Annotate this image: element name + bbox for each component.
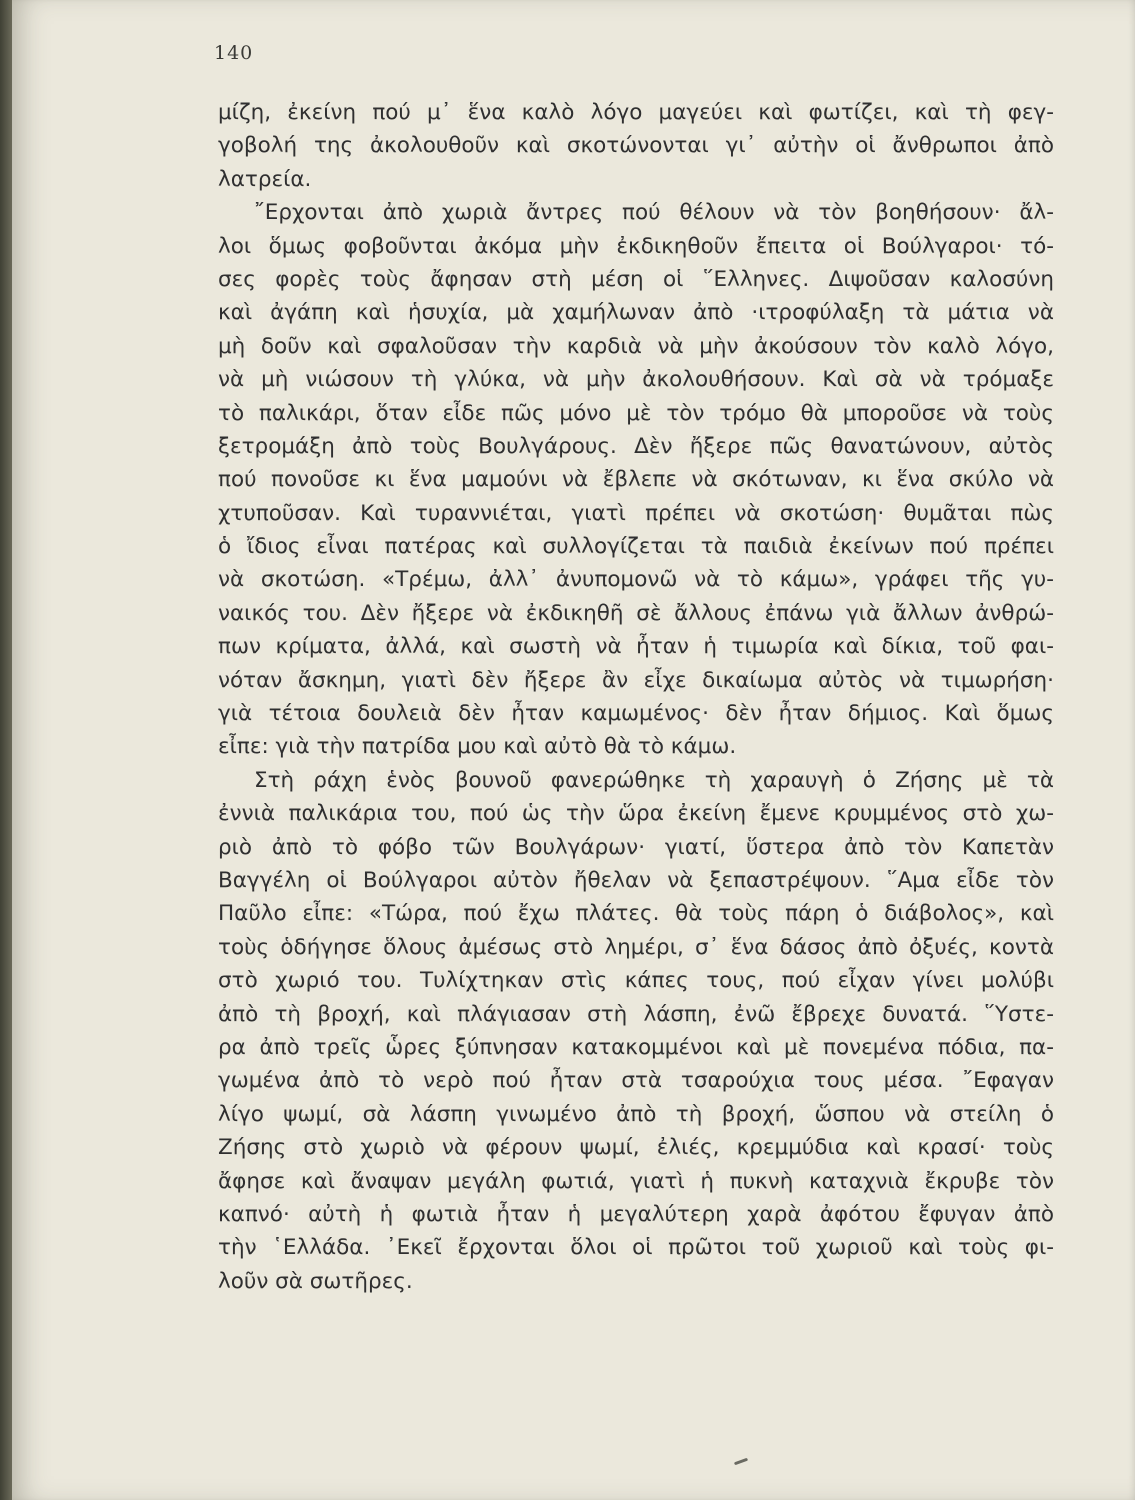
text-line: Βαγγέλη οἱ Βούλγαροι αὐτὸν ἤθελαν νὰ ξεπαστρέψουν. ῞Αμα εἶδε τὸν <box>218 867 1054 893</box>
text-line: ἄφησε καὶ ἄναψαν μεγάλη φωτιά, γιατὶ ἡ πυκνὴ καταχνιὰ ἔκρυβε τὸν <box>218 1168 1054 1194</box>
text-line: πού πονοῦσε κι ἕνα μαμούνι νὰ ἔβλεπε νὰ σκότωναν, κι ἕνα σκύλο νὰ <box>218 467 1054 493</box>
text-line: Στὴ ράχη ἑνὸς βουνοῦ φανερώθηκε τὴ χαραυγὴ ὁ Ζήσης μὲ τὰ <box>254 767 1054 793</box>
text-line: τὴν ῾Ελλάδα. ᾽Εκεῖ ἔρχονται ὅλοι οἱ πρῶτοι τοῦ χωριοῦ καὶ τοὺς φι- <box>218 1235 1054 1261</box>
text-line: λοῦν σὰ σωτῆρες. <box>218 1268 413 1294</box>
text-line: εἶπε: γιὰ τὴν πατρίδα μου καὶ αὐτὸ θὰ τὸ κάμω. <box>218 734 737 760</box>
body-text <box>218 96 1054 1298</box>
text-line: νὰ σκοτώση. «Τρέμω, ἀλλ᾽ ἀνυπομονῶ νὰ τὸ κάμω», γράφει τῆς γυ- <box>218 567 1054 593</box>
text-line: καπνό· αὐτὴ ἡ φωτιὰ ἦταν ἡ μεγαλύτερη χαρὰ ἀφότου ἔφυγαν ἀπὸ <box>218 1201 1054 1227</box>
text-line: ρα ἀπὸ τρεῖς ὧρες ξύπνησαν κατακομμένοι καὶ μὲ πονεμένα πόδια, πα- <box>218 1034 1054 1060</box>
paper-speck <box>734 1458 748 1466</box>
text-line: ὁ ἴδιος εἶναι πατέρας καὶ συλλογίζεται τὰ παιδιὰ ἐκείνων πού πρέπει <box>218 534 1054 560</box>
text-line: τὸ παλικάρι, ὅταν εἶδε πῶς μόνο μὲ τὸν τρόμο θὰ μποροῦσε νὰ τοὺς <box>218 400 1054 426</box>
text-line: γοβολή της ἀκολουθοῦν καὶ σκοτώνονται γι᾽ αὐτὴν οἱ ἄνθρωποι ἀπὸ <box>218 133 1054 159</box>
text-line: νόταν ἄσκημη, γιατὶ δὲν ἤξερε ἂν εἶχε δικαίωμα αὐτὸς νὰ τιμωρήση· <box>218 667 1054 693</box>
text-line: νὰ μὴ νιώσουν τὴ γλύκα, νὰ μὴν ἀκολουθήσουν. Καὶ σὰ νὰ τρόμαξε <box>218 367 1054 393</box>
text-line: λίγο ψωμί, σὰ λάσπη γινωμένο ἀπὸ τὴ βροχή, ὥσπου νὰ στείλη ὁ <box>218 1101 1054 1127</box>
text-line: Ζήσης στὸ χωριὸ νὰ φέρουν ψωμί, ἐλιές, κρεμμύδια καὶ κρασί· τοὺς <box>218 1135 1054 1161</box>
text-line: γωμένα ἀπὸ τὸ νερὸ πού ἦταν στὰ τσαρούχια τους μέσα. ῎Εφαγαν <box>218 1068 1054 1094</box>
text-line: μὴ δοῦν καὶ σφαλοῦσαν τὴν καρδιὰ νὰ μὴν ἀκούσουν τὸν καλὸ λόγο, <box>218 333 1054 359</box>
text-line: σες φορὲς τοὺς ἄφησαν στὴ μέση οἱ ῞Ελληνες. Διψοῦσαν καλοσύνη <box>218 266 1054 292</box>
text-line: γιὰ τέτοια δουλειὰ δὲν ἦταν καμωμένος· δὲν ἦταν δήμιος. Καὶ ὅμως <box>218 701 1054 727</box>
text-line: καὶ ἀγάπη καὶ ἡσυχία, μὰ χαμήλωναν ἀπὸ ·ιτροφύλαξη τὰ μάτια νὰ <box>218 300 1054 326</box>
text-line: λατρεία. <box>218 166 312 192</box>
text-line: ῎Ερχονται ἀπὸ χωριὰ ἄντρες πού θέλουν νὰ τὸν βοηθήσουν· ἄλ- <box>254 200 1054 226</box>
text-line: ἐννιὰ παλικάρια του, πού ὡς τὴν ὥρα ἐκείνη ἔμενε κρυμμένος στὸ χω- <box>218 801 1054 827</box>
page-number: 140 <box>214 42 254 64</box>
book-spine <box>0 0 12 1500</box>
text-line: στὸ χωριό του. Τυλίχτηκαν στὶς κάπες τους, πού εἶχαν γίνει μολύβι <box>218 968 1054 994</box>
text-line: Παῦλο εἶπε: «Τώρα, πού ἔχω πλάτες. θὰ τοὺς πάρη ὁ διάβολος», καὶ <box>218 901 1054 927</box>
text-line: τοὺς ὁδήγησε ὅλους ἀμέσως στὸ λημέρι, σ᾽ ἕνα δάσος ἀπὸ ὀξυές, κοντὰ <box>218 934 1054 960</box>
text-line: πων κρίματα, ἀλλά, καὶ σωστὴ νὰ ἦταν ἡ τιμωρία καὶ δίκια, τοῦ φαι- <box>218 634 1054 660</box>
book-page <box>12 0 1135 1500</box>
text-line: ριὸ ἀπὸ τὸ φόβο τῶν Βουλγάρων· γιατί, ὕστερα ἀπὸ τὸν Καπετὰν <box>218 834 1054 860</box>
text-line: μίζη, ἐκείνη πού μ᾽ ἕνα καλὸ λόγο μαγεύει καὶ φωτίζει, καὶ τὴ φεγ- <box>218 100 1054 125</box>
text-line: ναικός του. Δὲν ἤξερε νὰ ἐκδικηθῆ σὲ ἄλλους ἐπάνω γιὰ ἄλλων ἀνθρώ- <box>218 600 1054 626</box>
text-line: χτυποῦσαν. Καὶ τυραννιέται, γιατὶ πρέπει νὰ σκοτώση· θυμᾶται πὼς <box>218 500 1054 526</box>
text-line: λοι ὅμως φοβοῦνται ἀκόμα μὴν ἐκδικηθοῦν ἔπειτα οἱ Βούλγαροι· τό- <box>218 233 1054 259</box>
text-line: ἀπὸ τὴ βροχή, καὶ πλάγιασαν στὴ λάσπη, ἐνῶ ἔβρεχε δυνατά. ῞Υστε- <box>218 1001 1054 1027</box>
text-line: ξετρομάξη ἀπὸ τοὺς Βουλγάρους. Δὲν ἤξερε πῶς θανατώνουν, αὐτὸς <box>218 433 1054 459</box>
